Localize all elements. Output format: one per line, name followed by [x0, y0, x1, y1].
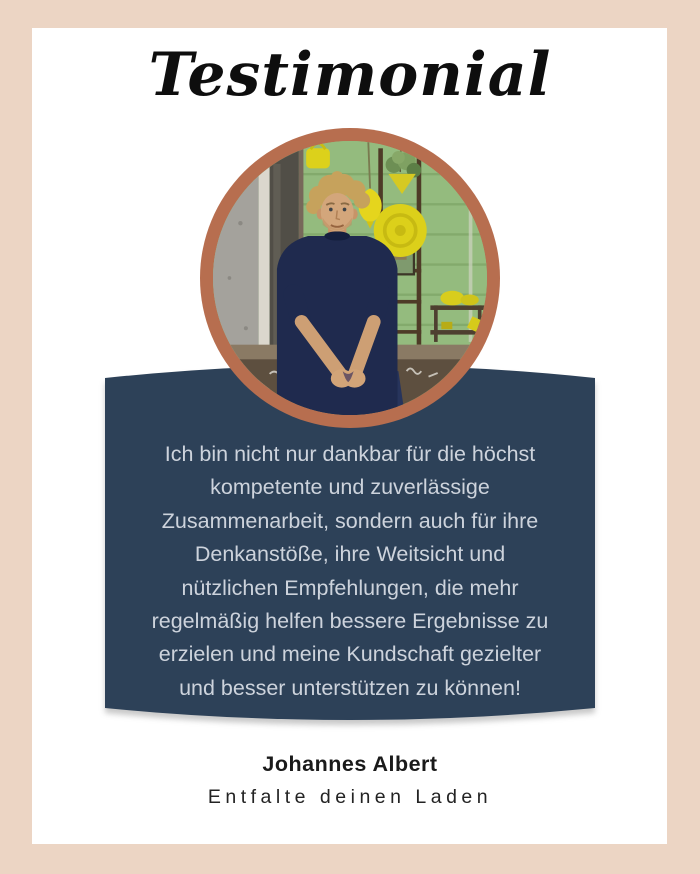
author-name: Johannes Albert [262, 752, 438, 776]
testimonial-photo [213, 141, 487, 415]
quote-line: erzielen und meine Kundschaft gezielter [158, 642, 542, 667]
photo-ring [200, 128, 500, 428]
photo-illustration [213, 141, 487, 415]
quote-line: kompetente und zuverlässige [210, 475, 490, 500]
quote-line: nützlichen Empfehlungen, die mehr [181, 575, 519, 600]
quote-line: regelmäßig helfen bessere Ergebnisse zu [151, 609, 549, 634]
quote-line: Denkanstöße, ihre Weitsicht und [194, 542, 506, 567]
company-name: Entfalte deinen Laden [207, 786, 493, 808]
quote-line: Zusammenarbeit, sondern auch für ihre [161, 508, 539, 533]
quote-line: Ich bin nicht nur dankbar für die höchst [164, 442, 536, 466]
quote-text [105, 438, 595, 705]
page-title: Testimonial [148, 40, 552, 110]
quote-line: und besser unterstützen zu können! [179, 675, 521, 700]
